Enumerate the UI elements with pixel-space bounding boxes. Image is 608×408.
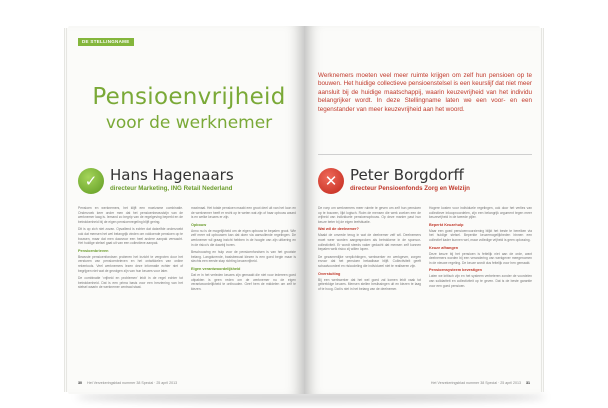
opponent-block xyxy=(318,168,538,198)
proponent-name: Hans Hagenaars xyxy=(110,166,234,184)
proponent-role: directeur Marketing, ING Retail Nederland xyxy=(110,185,233,192)
opponent-role: directeur Pensioenfonds Zorg en Welzijn xyxy=(350,185,470,192)
section-tag: DE STELLINGNAME xyxy=(78,38,134,46)
paragraph: Beschouwing en hulp voor de pensioenfondsen is van het grootste belang. Langdurende, basisbewust kiezen is een goed begin maar is slechts een eerste stap richting keuzevrijheid. xyxy=(191,250,296,264)
paragraph: Bewuste pensioenfondsen proberen het inzicht te vergroten door het versturen van pensioenbrieven en het ontwikkelen van online rekentools. Veel werknemers lezen deze informatie echter niet of begrijpen niet wat de gevolgen zijn van hun keuzes voor later. xyxy=(78,254,183,273)
subheading: Overstuiting xyxy=(318,271,341,276)
paragraph: Hogere kosten voor individuele regelingen, ook door het verlies van collectieve inkoopvoordelen, zijn een belangrijk argument tegen meer keuzevrijheid in de tweede pijler. xyxy=(429,206,532,220)
cross-icon: ✕ xyxy=(318,168,344,194)
paragraph: Deze keuze bij het pensioen is feitelijk niet aan de orde, want deelnemers worden bij een verandering van werkgever meegenomen in de nieuwe regeling. De keuze wordt dus feitelijk voor hen gemaakt. xyxy=(429,251,532,265)
paragraph: Pensioen en werknemers, het klijft een moeizame combinatie. Onderzoek keer onder men dat het pensioenbewustzijn van de werknemer laag is. Iemand zo begrip van de regelgeving beperkt en de betrokkenheid bij de eigen pensioenregeling blijft gering. xyxy=(78,206,183,224)
left-column-1 xyxy=(78,206,183,294)
paragraph: Anno nu is de mogelijkheid om de eigen opbouw te bepalen groot. Wie zelf meer wil opbouwen kan dat doen via aanvullende regelingen. De werknemer wil graag inzicht hebben in de hoogte van zijn uitkering en in de risico's die daarbij horen. xyxy=(191,228,296,247)
divider xyxy=(318,154,532,155)
page-number: 31 xyxy=(526,381,530,385)
page-number: 30 xyxy=(78,381,82,385)
subheading: Wat wil de deelnemer? xyxy=(318,227,359,232)
paragraph: Bij een werkwerker dat het wel goed zal komen leidt vaak tot gebrekkige keuzes. Mensen stellen beslissingen uit en kiezen te laag of te hoog. Dat is niet in het belang van de deelnemer. xyxy=(318,277,421,291)
headline-line-2: voor de werknemer xyxy=(105,113,273,133)
subheading: Beperkt Keuzehulp xyxy=(429,222,464,227)
right-column-2 xyxy=(429,206,532,294)
paragraph: De roep om werknemers meer ruimte te geven om zelf hun pensioen op te bouwen, lijkt logisch. Ruim de mensen die werk zoeken een de vrijheid van individuele pensioenopbouw. Op deze manier past hun keuze beter bij de eigen leefsituatie. xyxy=(318,206,421,224)
intro-pullquote: Werknemers moeten veel meer ruimte krijgen om zelf hun pensioen op te bouwen. Het huidige collectieve pensioenstelsel is een keurslijf dat niet meer aansluit bij de huidige maatschappij, waarin keuzevrijheid van het individu belangrijker wordt. In deze Stellingname laten we een voor- en een tegenstander van meer keuzevrijheid aan het woord. xyxy=(318,72,532,113)
paragraph: De gezamenlijke verplichtingen, werkwerker en werkgever, zorgen ervoor dat het pensioen betaalbaar blijft. Collectiviteit geeft schaalvoordeel en risicodeling die individueel niet te realiseren zijn. xyxy=(318,254,421,268)
paragraph: Maakt de onvrede terug in wat de deelnemer zelf wil. Deelnemers moet weer worden aangesproken als betrokkene in de sponsor-collectiviteit. Er wordt steeds vaker gedacht dat mensen zelf kunnen bepalen welk risico zij willen lopen. xyxy=(318,233,421,252)
left-page xyxy=(68,26,304,394)
opponent-name: Peter Borgdorff xyxy=(350,166,464,184)
subheading: Opbouw xyxy=(191,222,207,227)
footer-text: Het Verzekeringsblad nummer 38 Special · 25 april 2013 xyxy=(430,381,521,385)
right-page xyxy=(304,26,540,394)
headline-line-1: Pensioenvrijheid xyxy=(92,84,286,110)
check-icon: ✓ xyxy=(78,168,104,194)
left-footer xyxy=(78,381,177,386)
headline xyxy=(74,84,304,134)
paragraph: maximaal. Het totale pensioen maakt een groot deel uit van het loon en de werknemer heeft er recht op te weten wat zijn of haar opbouw waard is en welke keuzes er zijn. xyxy=(191,206,296,220)
left-body-columns xyxy=(78,206,296,294)
footer-text: Het Verzekeringsblad nummer 38 Special · 25 april 2013 xyxy=(87,381,178,385)
subheading: Keuze afhangen xyxy=(429,245,459,250)
right-column-1 xyxy=(318,206,421,294)
right-body-columns xyxy=(318,206,532,294)
paragraph: Maar een goed pensioenvoorziening blijkt het beste te bereiken via het huidige stelsel. Beperkte keuzemogelijkheden binnen een collectief kader kunnen wel, maar volledige vrijheid is geen oplossing. xyxy=(429,228,532,242)
paragraph: De combinatie 'vrijheid en problemen' leidt in de regel echter tot betrokkenheid. Dat is een prima basis voor een herziening van het stelsel waarin de werknemer centraal staat. xyxy=(78,276,183,290)
subheading: Pensioensysteem bevestigen xyxy=(429,268,482,273)
right-footer xyxy=(431,381,530,386)
paragraph: Laten we kritisch zijn en het systeem verbeteren zonder de voordelen van solidariteit en collectiviteit op te geven. Dat is de beste garantie voor een goed pensioen. xyxy=(429,274,532,288)
paragraph: Dat er in het verleden keuzes zijn gemaakt die niet voor iedereen goed uitpakten is geen reden om de werknemer nu de eigen verantwoordelijkheid te onthouden. Geef hem de middelen om zelf te kiezen. xyxy=(191,272,296,291)
proponent-block xyxy=(78,168,304,198)
subheading: Eigen verantwoordelijkheid xyxy=(191,266,241,271)
subheading: Pensioenbrieven xyxy=(78,248,109,253)
paragraph: Dit is op zich niet zovan. Opvallend is echter dat datzelfde onderzoekt ook dat mensen het wel belangrijk vinden om voldoende pensioen op te bouwen, maar dat men daarvoor een heel andere aanpak verwacht. Het huidige stelsel gaat uit van een collectieve aanpak. xyxy=(78,227,183,246)
left-column-2 xyxy=(191,206,296,294)
